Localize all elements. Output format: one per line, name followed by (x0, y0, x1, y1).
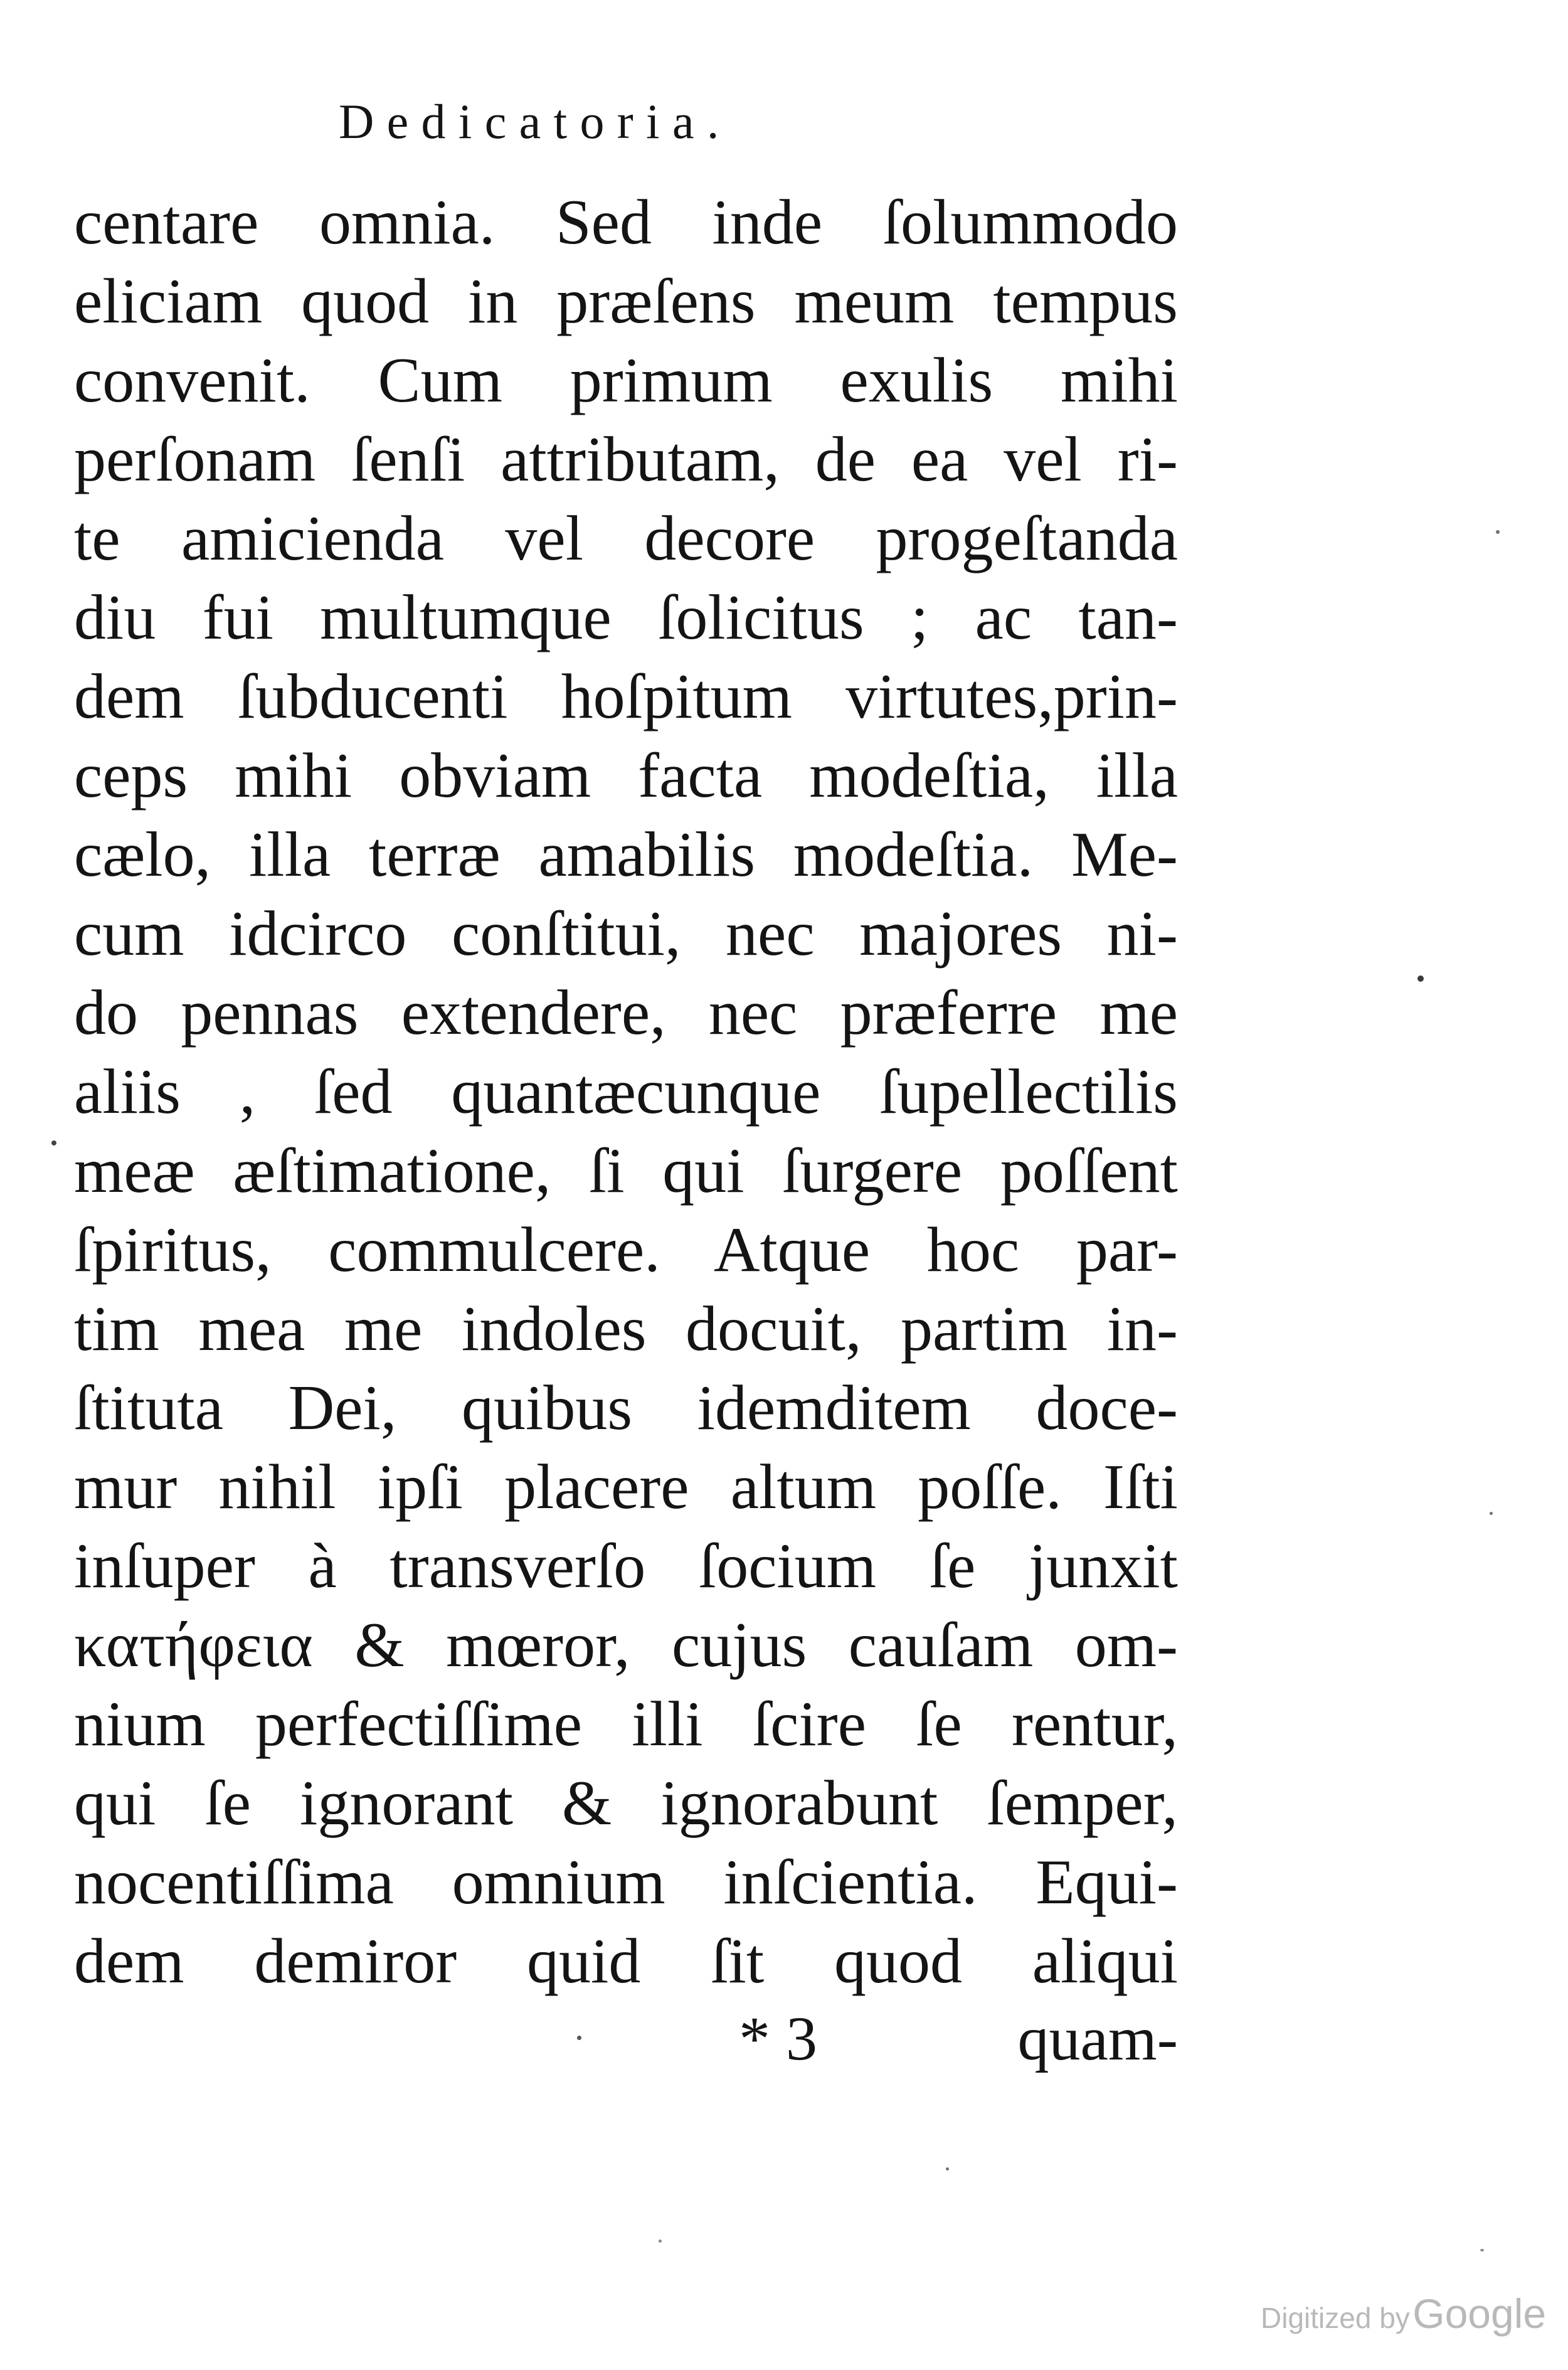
signature-mark: * 3 (739, 2004, 817, 2073)
text-line: cælo, illa terræ amabilis modeſtia. Me- (74, 819, 1178, 890)
text-line: centare omnia. Sed inde ſolummodo (74, 187, 1178, 258)
text-line: mur nihil ipſi placere altum poſſe. Iſti (74, 1452, 1178, 1522)
text-line: perſonam ſenſi attributam, de ea vel ri- (74, 424, 1178, 495)
text-line: meæ æſtimatione, ſi qui ſurgere poſſent (74, 1135, 1178, 1206)
text-line: te amicienda vel decore progeſtanda (74, 503, 1178, 574)
text-line: dem ſubducenti hoſpitum virtutes,prin- (74, 661, 1178, 732)
catchword: quam- (1017, 2004, 1178, 2073)
scan-speck (1480, 2249, 1484, 2251)
scan-speck (946, 2167, 949, 2171)
scan-speck (1496, 530, 1500, 534)
text-line: ſpiritus, commulcere. Atque hoc par- (74, 1214, 1178, 1285)
scan-speck (1490, 1512, 1493, 1515)
text-line: dem demiror quid ſit quod aliqui (74, 1926, 1178, 1997)
page-footer (74, 1998, 1178, 2080)
body-text (74, 183, 1178, 2001)
scan-speck (51, 1140, 56, 1145)
text-line: ſtituta Dei, quibus idemditem doce- (74, 1373, 1178, 1443)
watermark-brand: Google (1412, 2290, 1547, 2337)
text-line: κατήφεια & mœror, cujus cauſam om- (74, 1610, 1178, 1681)
text-line: convenit. Cum primum exulis mihi (74, 345, 1178, 416)
text-line: aliis , ſed quantæcunque ſupellectilis (74, 1056, 1178, 1127)
running-head: Dedicatoria. (339, 94, 732, 149)
digitized-watermark (1261, 2290, 1547, 2337)
text-line: nocentiſſima omnium inſcientia. Equi- (74, 1847, 1178, 1918)
text-line: do pennas extendere, nec præferre me (74, 977, 1178, 1048)
text-line: nium perfectiſſime illi ſcire ſe rentur, (74, 1689, 1178, 1760)
scan-speck (577, 2036, 581, 2040)
scan-speck (659, 2240, 662, 2243)
text-line: ceps mihi obviam facta modeſtia, illa (74, 740, 1178, 811)
text-line: eliciam quod in præſens meum tempus (74, 266, 1178, 337)
text-line: inſuper à transverſo ſocium ſe junxit (74, 1531, 1178, 1602)
text-line: diu fui multumque ſolicitus ; ac tan- (74, 582, 1178, 653)
scan-speck (1417, 975, 1424, 982)
text-line: qui ſe ignorant & ignorabunt ſemper, (74, 1768, 1178, 1839)
text-line: tim mea me indoles docuit, partim in- (74, 1294, 1178, 1364)
text-line: cum idcirco conſtitui, nec majores ni- (74, 898, 1178, 969)
watermark-prefix: Digitized by (1261, 2302, 1410, 2334)
